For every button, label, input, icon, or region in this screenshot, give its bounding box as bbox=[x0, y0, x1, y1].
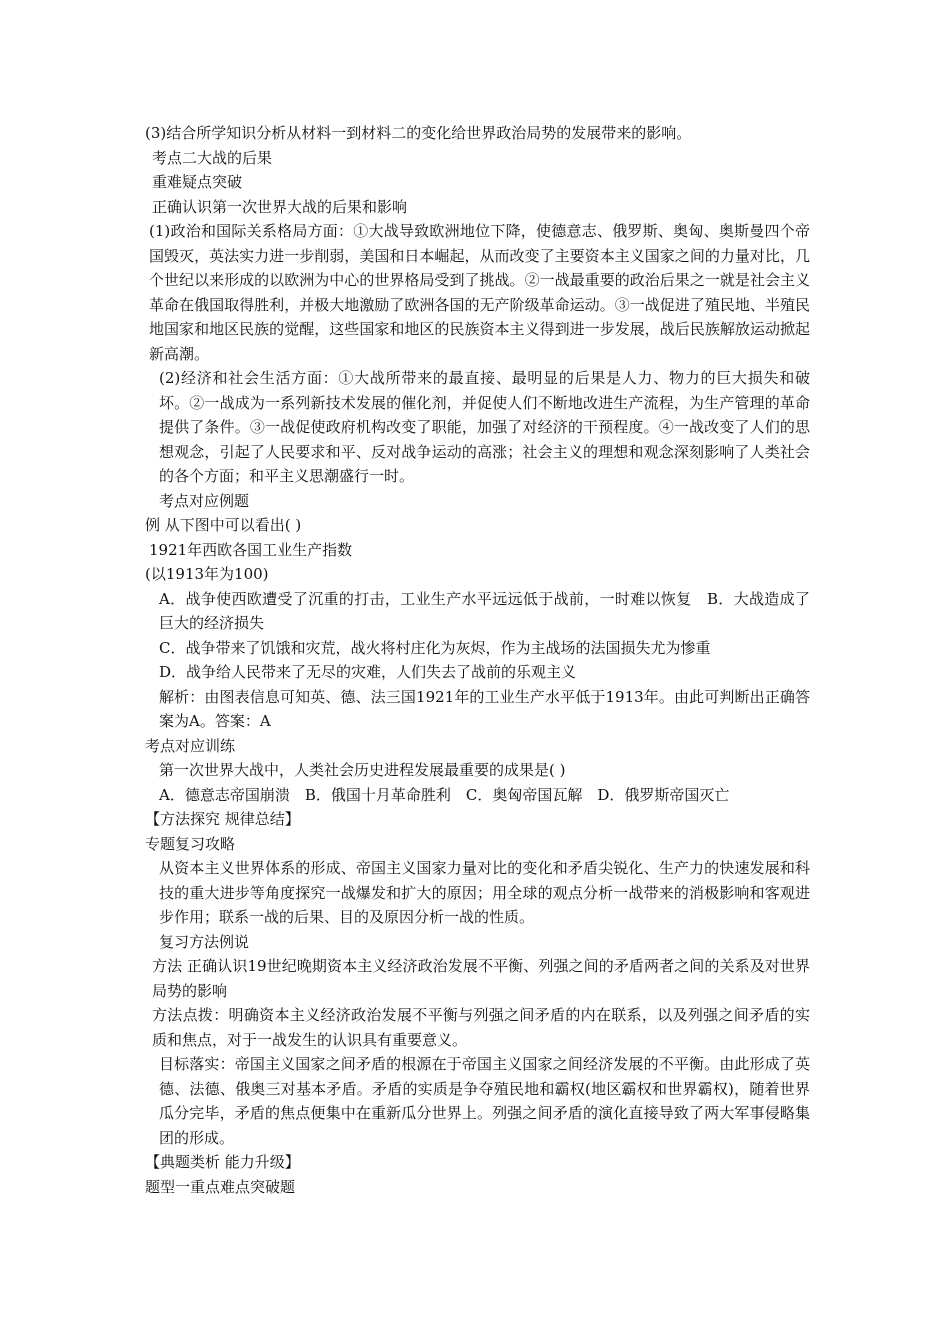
subheading-fuxi: 复习方法例说 bbox=[159, 932, 250, 951]
subheading-tixing-1: 题型一重点难点突破题 bbox=[145, 1177, 296, 1196]
paragraph-political: (1)政治和国际关系格局方面：①大战导致欧洲地位下降，使德意志、俄罗斯、奥匈、奥斯曼四个帝国毁灭，英法实力进一步削弱，美国和日本崛起，从而改变了主要资本主义国家之间的力量对比，几个世纪以来形成的以欧洲为中心的世界格局受到了挑战。②一战最重要的政治后果之一就是社会主义革命在俄国取得胜利，并极大地激励了欧洲各国的无产阶级革命运动。③一战促进了殖民地、半殖民地国家和地区民族的觉醒，这些国家和地区的民族资本主义得到进一步发展，战后民族解放运动掀起新高潮。 bbox=[149, 222, 810, 363]
paragraph-fangfa: 方法 正确认识19世纪晚期资本主义经济政治发展不平衡、列强之间的矛盾两者之间的关系及对世界局势的影响 bbox=[152, 957, 810, 1000]
paragraph-zhuanti: 从资本主义世界体系的形成、帝国主义国家力量对比的变化和矛盾尖锐化、生产力的快速发展和科技的重大进步等角度探究一战爆发和扩大的原因；用全球的观点分析一战带来的消极影响和客观进步作用；联系一战的后果、目的及原因分析一战的性质。 bbox=[159, 859, 810, 926]
subheading-duiying-liti: 考点对应例题 bbox=[159, 491, 250, 510]
chart-subtitle-text: (以1913年为100) bbox=[145, 565, 269, 583]
section-heading-kaodian-2: 考点二大战的后果 bbox=[152, 148, 273, 167]
option-a-b: A．战争使西欧遭受了沉重的打击，工业生产水平远远低于战前，一时难以恢复 B．大战造成了巨大的经济损失 bbox=[159, 589, 810, 632]
subheading-zhengque: 正确认识第一次世界大战的后果和影响 bbox=[152, 197, 408, 216]
example-question: 例 从下图中可以看出( ) bbox=[145, 516, 302, 534]
chart-title-text: 1921年西欧各国工业生产指数 bbox=[149, 540, 353, 559]
paragraph-mubiao: 目标落实：帝国主义国家之间矛盾的根源在于帝国主义国家之间经济发展的不平衡。由此形成了英德、法德、俄奥三对基本矛盾。矛盾的实质是争夺殖民地和霸权(地区霸权和世界霸权)，随着世界瓜分完毕，矛盾的焦点便集中在重新瓜分世界上。列强之间矛盾的演化直接导致了两大军事侵略集团的形成。 bbox=[159, 1055, 810, 1147]
subheading-zhongnan: 重难疑点突破 bbox=[152, 173, 243, 191]
paragraph-economic: (2)经济和社会生活方面：①大战所带来的最直接、最明显的后果是人力、物力的巨大损失和破坏。②一战成为一系列新技术发展的催化剂，并促使人们不断地改进生产流程，为生产管理的革命提供了条件。③一战促使政府机构改变了职能，加强了对经济的干预程度。④一战改变了人们的思想观念，引起了人民要求和平、反对战争运动的高涨；社会主义的理想和观念深刻影响了人类社会的各个方面；和平主义思潮盛行一时。 bbox=[159, 369, 810, 485]
analysis-text: 解析：由图表信息可知英、德、法三国1921年的工业生产水平低于1913年。由此可判断出正确答案为A。答案：A bbox=[159, 687, 810, 730]
training-question: 第一次世界大战中，人类社会历史进程发展最重要的成果是( ) bbox=[159, 761, 566, 779]
paragraph-dianbo: 方法点拨：明确资本主义经济政治发展不平衡与列强之间矛盾的内在联系，以及列强之间矛盾的实质和焦点，对于一战发生的认识具有重要意义。 bbox=[152, 1006, 810, 1049]
subheading-xunlian: 考点对应训练 bbox=[145, 736, 236, 755]
training-options: A．德意志帝国崩溃 B．俄国十月革命胜利 C．奥匈帝国瓦解 D．俄罗斯帝国灭亡 bbox=[159, 785, 730, 804]
subheading-zhuanti: 专题复习攻略 bbox=[145, 834, 236, 853]
document-page bbox=[145, 121, 810, 1199]
heading-dianti: 【典题类析 能力升级】 bbox=[145, 1153, 300, 1171]
option-c: C．战争带来了饥饿和灾荒，战火将村庄化为灰烬，作为主战场的法国损失尤为惨重 bbox=[159, 638, 711, 657]
heading-fangfa: 【方法探究 规律总结】 bbox=[145, 810, 300, 828]
option-d: D．战争给人民带来了无尽的灾难，人们失去了战前的乐观主义 bbox=[159, 663, 577, 681]
question-3: (3)结合所学知识分析从材料一到材料二的变化给世界政治局势的发展带来的影响。 bbox=[145, 124, 692, 142]
